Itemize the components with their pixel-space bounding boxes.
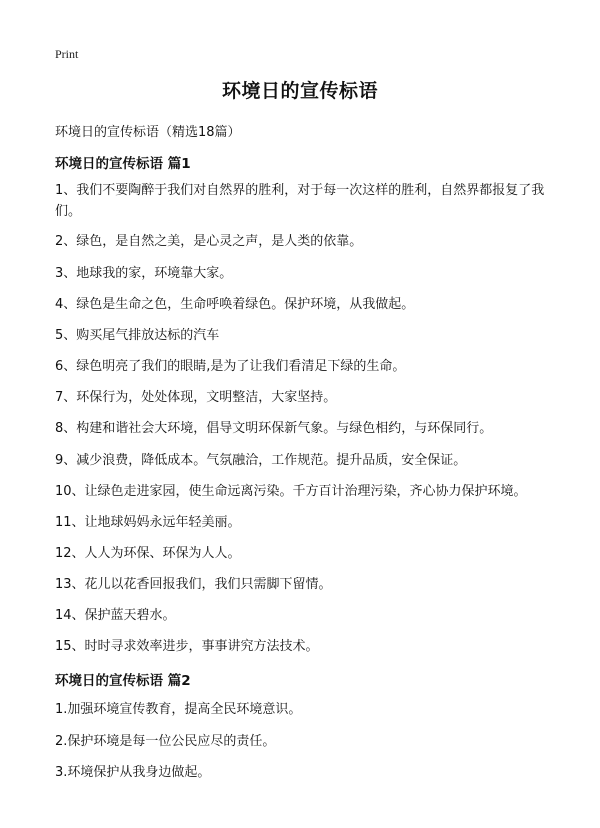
page-title: 环境日的宣传标语 (221, 80, 378, 102)
list-item: 15、时时寻求效率进步，事事讲究方法技术。 (55, 639, 319, 654)
list-item: 3、地球我的家，环境靠大家。 (55, 266, 233, 281)
list-item: 4、绿色是生命之色，生命呼唤着绿色。保护环境，从我做起。 (55, 297, 415, 312)
list-item: 2、绿色，是自然之美，是心灵之声，是人类的依靠。 (55, 234, 363, 249)
list-item: 1.加强环境宣传教育，提高全民环境意识。 (55, 702, 302, 717)
list-item: 8、构建和谐社会大环境，倡导文明环保新气象。与绿色相约，与环保同行。 (55, 421, 493, 436)
list-item: 13、花儿以花香回报我们，我们只需脚下留情。 (55, 577, 332, 592)
list-item: 7、环保行为，处处体现，文明整洁，大家坚持。 (55, 390, 337, 405)
list-item: 9、减少浪费，降低成本。气氛融洽，工作规范。提升品质，安全保证。 (55, 453, 467, 468)
list-item: 12、人人为环保、环保为人人。 (55, 546, 241, 561)
list-item: 10、让绿色走进家园，使生命远离污染。千方百计治理污染，齐心协力保护环境。 (55, 484, 527, 499)
list-item: 1、我们不要陶醉于我们对自然界的胜利，对于每一次这样的胜利，自然界都报复了我们。 (55, 183, 545, 219)
list-item: 5、购买尾气排放达标的汽车 (55, 328, 220, 343)
page-subtitle: 环境日的宣传标语（精选18篇） (55, 125, 241, 140)
list-item: 11、让地球妈妈永远年轻美丽。 (55, 515, 241, 530)
list-item: 14、保护蓝天碧水。 (55, 608, 176, 623)
list-item: 2.保护环境是每一位公民应尽的责任。 (55, 734, 276, 749)
section-heading-1: 环境日的宣传标语 篇1 (55, 156, 191, 172)
list-item: 6、绿色明亮了我们的眼睛,是为了让我们看清足下绿的生命。 (55, 359, 406, 374)
section-heading-2: 环境日的宣传标语 篇2 (55, 673, 191, 689)
print-link[interactable]: Print (55, 47, 79, 61)
list-item: 3.环境保护从我身边做起。 (55, 765, 211, 780)
